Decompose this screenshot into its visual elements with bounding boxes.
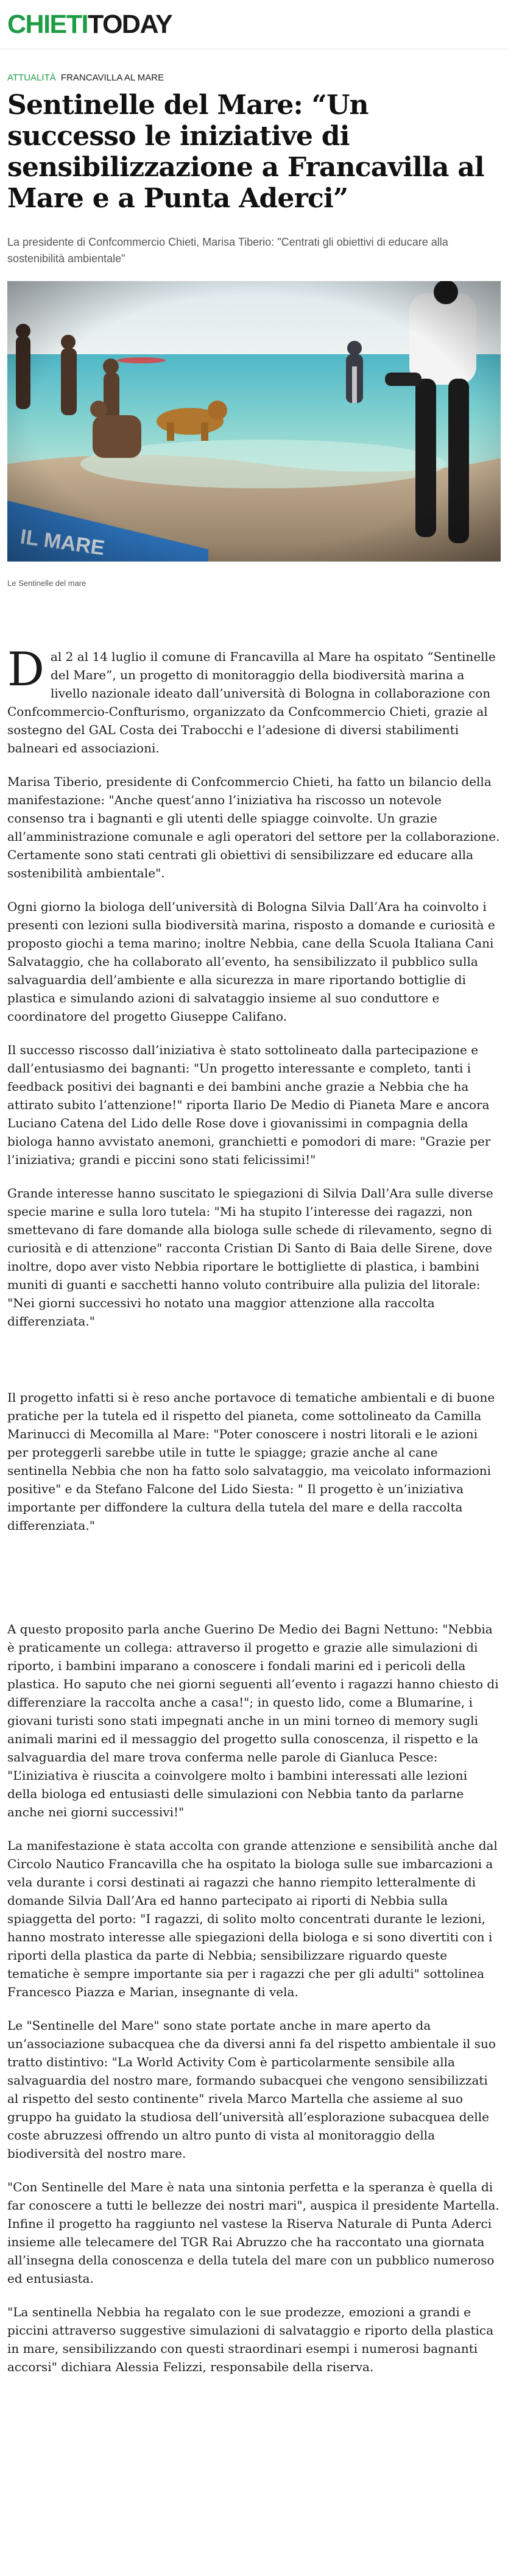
article-paragraph: Il successo riscosso dall’iniziativa è stato sottolineato dalla partecipazione e dall’entusiasmo dei bagnanti: "Un progetto interessante e completo, tanti i feedback positivi dei bagnanti e dei bambini anche grazie a Nebbia che ha attirato subito l’attenzione!" riporta Ilario De Medio di Pianeta Mare e ancora Luciano Catena del Lido delle Rose dove i giovanissimi in compagnia della biologa hanno avvistato anemoni, granchietti e pomodori di mare: "Grazie per l’iniziativa; grandi e piccini sono stati felicissimi!" xyxy=(7,1043,491,1167)
image-caption: Le Sentinelle del mare xyxy=(7,579,86,588)
logo-part-chieti: CHIETI xyxy=(7,10,88,39)
article-paragraph: "La sentinella Nebbia ha regalato con le sue prodezze, emozioni a grandi e piccini attraverso suggestive simulazioni di salvataggio e riporto della plastica in mare, sensibilizzando con questi straordinari esempi i numerosi bagnanti accorsi" dichiara Alessia Felizzi, responsabile della riserva. xyxy=(7,2305,494,2374)
breadcrumb xyxy=(7,73,501,84)
article-subtitle: La presidente di Confcommercio Chieti, Marisa Tiberio: "Centrati gli obiettivi di educare alla sostenibilità ambientale" xyxy=(7,236,448,265)
breadcrumb-location-link[interactable]: FRANCAVILLA AL MARE xyxy=(60,73,164,83)
article-paragraph: La manifestazione è stata accolta con grande attenzione e sensibilità anche dal Circolo Nautico Francavilla che ha ospitato la biologa sulle sue imbarcazioni a vela durante i corsi destinati ai ragazzi che hanno riempito letteralmente di domande Silvia Dall’Ara ed hanno partecipato ai riporti di Nebbia sulla spiaggetta del porto: "I ragazzi, di solito molto concentrati durante le lezioni, hanno mostrato interesse alle spiegazioni della biologa e si sono divertiti con i riporti della plastica da parte di Nebbia; sensibilizzare riguardo queste tematiche è sempre importante sia per i ragazzi che per gli adulti" sottolinea Francesco Piazza e Marian, insegnante di vela. xyxy=(7,1838,498,1999)
article-hero-image xyxy=(7,281,501,562)
article-container xyxy=(0,73,508,2376)
article-paragraph: A questo proposito parla anche Guerino De Medio dei Bagni Nettuno: "Nebbia è praticamente un collega: attraverso il progetto e grazie alle simulazioni di riporto, i bambini imparano a conoscere i fondali marini ed i pericoli della plastica. Ho saputo che nei giorni seguenti all’evento i ragazzi hanno chiesto di differenziare la raccolta anche a casa!"; in questo lido, come a Blumarine, i giovani turisti sono stati impegnati anche in un mini torneo di memory sugli animali marini ed il messaggio del progetto sulla conoscenza, il rispetto e la salvaguardia del mare trova conferma nelle parole di Gianluca Pesce: "L’iniziativa è riuscita a coinvolgere molto i bambini interessati alle lezioni della biologa ed entusiasti delle simulazioni con Nebbia tanto da parlarne anche nei giorni successivi!" xyxy=(7,1622,499,1819)
site-header xyxy=(0,0,508,49)
article-paragraph: Il progetto infatti si è reso anche portavoce di tematiche ambientali e di buone pratiche per la tutela ed il rispetto del pianeta, come sottolineato da Camilla Marinucci di Mecomilla al Mare: "Poter conoscere i nostri litorali e le azioni per proteggerli sarebbe utile in tutte le spiagge; grazie anche al cane sentinella Nebbia che non ha fatto solo salvataggio, ma veicolato informazioni positive" e da Stefano Falcone del Lido Siesta: " Il progetto è un’iniziativa importante per diffondere la cultura della tutela del mare e della raccolta differenziata." xyxy=(7,1390,495,1533)
article-paragraph: "Con Sentinelle del Mare è nata una sintonia perfetta e la speranza è quella di far conoscere a tutti le bellezze dei nostri mari", auspica il presidente Martella. Infine il progetto ha raggiunto nel vastese la Riserva Naturale di Punta Aderci insieme alle telecamere del TGR Rai Abruzzo che ha raccontato una giornata all’insegna della conoscenza e della tutela del mare con un pubblico numeroso ed entusiasta. xyxy=(7,2180,499,2286)
article-paragraph: Dal 2 al 14 luglio il comune di Francavilla al Mare ha ospitato “Sentinelle del Mare”, un progetto di monitoraggio della biodiversità marina a livello nazionale ideato dall’università di Bologna in collaborazione con Confcommercio-Confturismo, organizzato da Confcommercio Chieti, grazie al sostegno del GAL Costa dei Trabocchi e l’adesione di diversi stabilimenti balneari ed associazioni. xyxy=(7,642,496,755)
article-paragraph: Grande interesse hanno suscitato le spiegazioni di Silvia Dall’Ara sulle diverse specie marine e sulla loro tutela: "Mi ha stupito l’interesse dei ragazzi, non smettevano di fare domande alla biologa sulle schede di rilevamento, segno di curiosità e di attenzione" racconta Cristian Di Santo di Baia delle Sirene, dove inoltre, dopo aver visto Nebbia riportare le bottigliette di plastica, i bambini muniti di guanti e sacchetti hanno voluto contribuire alla pulizia del litorale: "Nei giorni successivi ho notato una maggior attenzione alla raccolta differenziata." xyxy=(7,1186,493,1329)
article-paragraph: Ogni giorno la biologa dell’università di Bologna Silvia Dall’Ara ha coinvolto i presenti con lezioni sulla biodiversità marina, risposto a domande e curiosità e proposto giochi a tema marino; inoltre Nebbia, cane della Scuola Italiana Cani Salvataggio, che ha collaborato all’evento, ha sensibilizzato il pubblico sulla salvaguardia dell’ambiente e alla sicurezza in mare riportando bottiglie di plastica e simulando azioni di salvataggio insieme al suo conduttore e coordinatore del progetto Giuseppe Califano. xyxy=(7,899,495,1024)
article-body xyxy=(7,642,501,2376)
article-title: Sentinelle del Mare: “Un successo le iniziative di sensibilizzazione a Francavilla al Mare e a Punta Aderci” xyxy=(7,90,484,214)
breadcrumb-category-link[interactable]: ATTUALITÀ xyxy=(7,73,56,83)
article-paragraph: Marisa Tiberio, presidente di Confcommercio Chieti, ha fatto un bilancio della manifestazione: "Anche quest’anno l’iniziativa ha riscosso un notevole consenso tra i bagnanti e gli utenti delle spiagge coinvolte. Un grazie all’amministrazione comunale e agli operatori del settore per la collaborazione. Certamente sono stati centrati gli obiettivi di sensibilizzare ed educare alla sostenibilità ambientale". xyxy=(7,774,500,880)
logo-part-today: TODAY xyxy=(87,10,172,39)
article-paragraph: Le "Sentinelle del Mare" sono state portate anche in mare aperto da un’associazione subacquea che da diversi anni fa del rispetto ambientale il suo tratto distintivo: "La World Activity Com è particolarmente sensibile alla salvaguardia del nostro mare, formando subacquei che vengono sensibilizzati al rispetto del sesto continente" rivela Marco Martella che assieme al suo gruppo ha guidato la studiosa dell’università all’esplorazione subacquea delle coste abruzzesi offrendo un altro punto di vista al monitoraggio della biodiversità del nostro mare. xyxy=(7,2018,496,2161)
site-logo[interactable] xyxy=(7,11,172,38)
